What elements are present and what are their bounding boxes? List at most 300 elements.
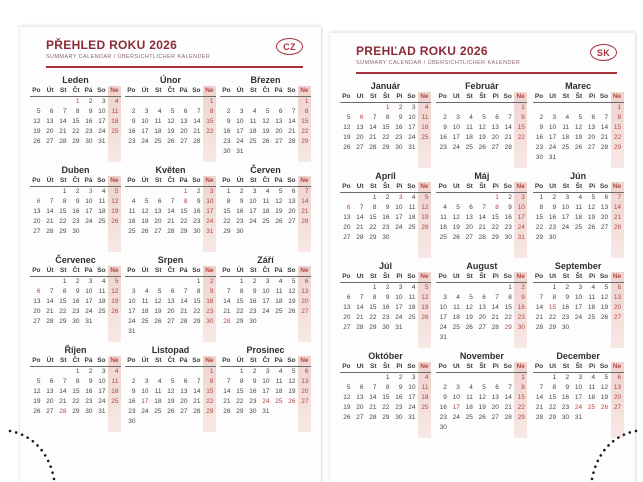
day: 24 — [128, 317, 136, 325]
weekday-header: Pi — [492, 92, 499, 100]
day: 3 — [265, 277, 270, 285]
day: 30 — [223, 147, 231, 155]
day — [533, 283, 546, 293]
day — [449, 243, 462, 253]
day: 28 — [46, 317, 54, 325]
day: 4 — [591, 373, 596, 381]
day: 30 — [382, 323, 390, 331]
day: 18 — [587, 393, 596, 401]
week-row — [220, 417, 311, 427]
day: 7 — [482, 203, 486, 211]
weekday-header: Št — [383, 272, 390, 280]
day: 30 — [72, 317, 80, 325]
day: 6 — [482, 293, 486, 301]
day — [436, 283, 449, 293]
weekday-header: Pá — [179, 176, 188, 184]
day: 12 — [343, 393, 351, 401]
day: 12 — [111, 197, 119, 205]
day: 14 — [46, 297, 54, 305]
day: 15 — [236, 297, 244, 305]
day: 13 — [301, 287, 309, 295]
day: 24 — [517, 223, 525, 231]
day: 3 — [456, 383, 460, 391]
month-name: Máj — [474, 170, 490, 181]
day: 31 — [574, 413, 583, 421]
day: 8 — [62, 287, 67, 295]
day: 14 — [223, 297, 231, 305]
weekday-header-row — [340, 362, 431, 373]
day — [138, 97, 151, 107]
day — [259, 417, 272, 427]
day: 21 — [600, 133, 609, 141]
day — [340, 423, 353, 433]
day: 6 — [170, 287, 175, 295]
week-row — [533, 393, 624, 403]
day: 26 — [421, 313, 429, 321]
day: 28 — [356, 323, 364, 331]
day: 1 — [209, 367, 214, 375]
day: 19 — [167, 397, 175, 405]
day: 5 — [469, 293, 473, 301]
weekday-header: St — [250, 86, 257, 94]
week-row — [533, 383, 624, 393]
day — [164, 147, 177, 157]
day: 23 — [249, 397, 257, 405]
day: 29 — [369, 323, 377, 331]
day — [272, 317, 285, 327]
weekday-header: Čt — [167, 266, 175, 274]
day: 1 — [495, 193, 499, 201]
weekday-header: Po — [127, 176, 136, 184]
day — [501, 373, 514, 383]
day: 7 — [291, 107, 296, 115]
day: 22 — [72, 127, 80, 135]
day: 7 — [372, 383, 377, 391]
day — [353, 333, 366, 343]
day: 8 — [552, 293, 557, 301]
month-jún — [531, 170, 626, 260]
weekday-header: Pá — [179, 266, 188, 274]
day: 6 — [183, 107, 188, 115]
day: 25 — [587, 403, 596, 411]
day: 20 — [343, 313, 351, 321]
day — [559, 423, 572, 433]
day: 1 — [617, 103, 622, 111]
day: 25 — [408, 313, 416, 321]
month-name: Říjen — [64, 344, 87, 355]
weekday-header: Čt — [167, 356, 175, 364]
day: 14 — [613, 203, 622, 211]
day: 21 — [59, 397, 67, 405]
weekday-header: Po — [32, 176, 41, 184]
day: 8 — [508, 293, 512, 301]
day: 9 — [196, 197, 201, 205]
day: 24 — [249, 217, 257, 225]
weekday-header: Ne — [516, 92, 525, 100]
day: 13 — [491, 123, 499, 131]
weekday-header: Št — [479, 182, 486, 190]
week-row — [436, 383, 527, 393]
day — [43, 277, 56, 287]
day: 30 — [236, 227, 244, 235]
weekday-header: Ne — [110, 266, 119, 274]
day — [125, 367, 138, 377]
weekday-header: St — [466, 92, 473, 100]
day: 25 — [111, 127, 119, 135]
weekday-header-row — [30, 266, 121, 277]
month-table — [436, 92, 527, 163]
day — [436, 193, 449, 203]
day: 7 — [183, 287, 188, 295]
day — [233, 237, 246, 247]
day: 5 — [482, 113, 486, 121]
day: 8 — [75, 377, 80, 385]
day: 14 — [356, 303, 364, 311]
week-row — [533, 323, 624, 333]
day — [585, 233, 598, 243]
country-badge-cz: CZ — [276, 38, 303, 55]
day — [488, 373, 501, 383]
day — [272, 327, 285, 337]
day: 28 — [535, 323, 544, 331]
day: 24 — [395, 313, 403, 321]
day — [611, 243, 624, 253]
weekday-header: Po — [222, 266, 231, 274]
day — [151, 187, 164, 197]
day: 12 — [587, 203, 596, 211]
day — [30, 277, 43, 287]
day — [108, 237, 121, 247]
day — [353, 423, 366, 433]
weekday-header: Ne — [420, 272, 429, 280]
weekday-header: St — [60, 266, 67, 274]
weekday-header: Po — [32, 86, 41, 94]
day: 9 — [131, 387, 136, 395]
day: 14 — [535, 393, 544, 401]
day: 16 — [193, 207, 201, 215]
weekday-header: Ne — [612, 272, 622, 280]
day: 17 — [574, 303, 583, 311]
day: 5 — [346, 113, 351, 121]
weekday-header: Čt — [167, 86, 175, 94]
week-row — [30, 237, 121, 247]
weekday-header: St — [155, 266, 162, 274]
day: 28 — [167, 227, 175, 235]
day: 20 — [600, 213, 609, 221]
day: 31 — [128, 327, 136, 335]
week-row — [125, 277, 216, 287]
day: 7 — [170, 197, 175, 205]
day — [151, 327, 164, 337]
day: 26 — [288, 397, 296, 405]
day: 21 — [223, 397, 231, 405]
day: 2 — [398, 103, 403, 111]
week-row — [220, 217, 311, 227]
month-table — [30, 356, 121, 427]
day: 1 — [552, 373, 557, 381]
day: 26 — [343, 413, 351, 421]
day: 20 — [465, 223, 473, 231]
day: 12 — [288, 377, 296, 385]
day — [82, 227, 95, 237]
day: 18 — [111, 117, 119, 125]
day — [108, 147, 121, 157]
day — [43, 327, 56, 337]
day: 7 — [495, 293, 499, 301]
day: 5 — [170, 107, 175, 115]
weekday-header-row — [125, 176, 216, 187]
weekday-header: Pá — [179, 356, 188, 364]
day — [449, 423, 462, 433]
day: 12 — [574, 123, 583, 131]
day: 19 — [587, 213, 596, 221]
day — [546, 243, 559, 253]
weekday-header: Ne — [110, 86, 119, 94]
weekday-header: So — [192, 86, 201, 94]
day — [611, 323, 624, 333]
day — [585, 333, 598, 343]
day: 24 — [548, 143, 557, 151]
weekday-header: Ne — [420, 362, 429, 370]
day: 28 — [535, 413, 544, 421]
day: 28 — [369, 413, 377, 421]
day: 9 — [88, 377, 93, 385]
week-row — [30, 287, 121, 297]
week-row — [30, 367, 121, 377]
day: 4 — [114, 97, 119, 105]
day — [138, 147, 151, 157]
week-row — [30, 327, 121, 337]
day: 2 — [552, 193, 557, 201]
day: 6 — [359, 113, 364, 121]
day: 16 — [128, 127, 136, 135]
day — [598, 413, 611, 423]
week-row — [533, 413, 624, 423]
weekday-header: Pá — [274, 356, 283, 364]
month-name: August — [466, 260, 498, 271]
day: 23 — [382, 313, 390, 321]
day: 3 — [252, 187, 257, 195]
day: 23 — [85, 397, 93, 405]
day: 12 — [167, 117, 175, 125]
country-badge-sk: SK — [590, 44, 617, 61]
day: 17 — [141, 127, 149, 135]
day: 21 — [46, 307, 54, 315]
day: 13 — [343, 303, 351, 311]
day: 18 — [421, 393, 429, 401]
day — [177, 277, 190, 287]
day — [285, 327, 298, 337]
day: 23 — [561, 403, 570, 411]
week-row — [533, 283, 624, 293]
day: 28 — [223, 317, 231, 325]
day: 28 — [504, 413, 512, 421]
day: 6 — [304, 277, 309, 285]
week-row — [30, 407, 121, 417]
day: 11 — [98, 197, 106, 205]
day — [462, 423, 475, 433]
day — [190, 97, 203, 107]
day: 23 — [85, 127, 93, 135]
day — [462, 283, 475, 293]
day — [488, 423, 501, 433]
day — [108, 407, 121, 417]
day: 7 — [226, 287, 231, 295]
day — [108, 417, 121, 427]
day — [190, 327, 203, 337]
day: 27 — [587, 143, 596, 151]
day: 1 — [239, 277, 244, 285]
day: 1 — [539, 193, 544, 201]
weekday-header: Št — [575, 182, 583, 190]
day: 10 — [452, 123, 460, 131]
weekday-header: Ne — [420, 182, 429, 190]
day: 30 — [128, 417, 136, 425]
day: 9 — [209, 287, 214, 295]
day: 15 — [548, 303, 557, 311]
day: 31 — [98, 137, 106, 145]
weekday-header: Ne — [612, 362, 622, 370]
day — [233, 417, 246, 427]
day: 14 — [369, 123, 377, 131]
weekday-header: Ut — [549, 182, 557, 190]
week-row — [220, 407, 311, 417]
day: 24 — [85, 307, 93, 315]
day: 11 — [466, 393, 473, 401]
day: 26 — [452, 233, 460, 241]
day — [125, 97, 138, 107]
day: 12 — [154, 297, 162, 305]
day — [340, 103, 353, 113]
day: 2 — [252, 367, 257, 375]
day — [95, 417, 108, 427]
day: 2 — [75, 277, 80, 285]
day: 9 — [385, 203, 390, 211]
week-row — [125, 377, 216, 387]
day: 17 — [561, 213, 570, 221]
weekday-header: Št — [479, 362, 486, 370]
day — [108, 317, 121, 327]
day — [379, 333, 392, 343]
month-červen — [218, 164, 313, 254]
day: 8 — [539, 203, 544, 211]
day: 22 — [613, 133, 622, 141]
weekday-header: Ut — [452, 92, 460, 100]
day: 7 — [304, 187, 309, 195]
day: 1 — [226, 187, 231, 195]
day — [56, 327, 69, 337]
day: 24 — [452, 143, 460, 151]
day — [475, 423, 488, 433]
week-row — [436, 113, 527, 123]
day: 4 — [443, 203, 447, 211]
weekday-header: Pi — [396, 182, 403, 190]
weekday-header: Po — [222, 356, 231, 364]
weekday-header: Št — [383, 362, 390, 370]
day: 13 — [356, 123, 364, 131]
day: 2 — [565, 373, 570, 381]
day: 25 — [262, 217, 270, 225]
day: 19 — [288, 387, 296, 395]
day: 14 — [491, 303, 499, 311]
day: 14 — [167, 207, 175, 215]
day: 15 — [382, 393, 390, 401]
week-row — [340, 193, 431, 203]
week-row — [125, 207, 216, 217]
weekday-header: Ut — [356, 362, 364, 370]
day: 25 — [574, 223, 583, 231]
weekday-header: Pi — [589, 362, 596, 370]
weekday-header: So — [97, 176, 106, 184]
day — [533, 373, 546, 383]
day: 13 — [587, 123, 596, 131]
weekday-header: St — [370, 182, 377, 190]
weekday-header: Pi — [589, 182, 596, 190]
day: 9 — [252, 287, 257, 295]
day: 10 — [206, 197, 214, 205]
month-table — [30, 176, 121, 247]
weekday-header-row — [220, 356, 311, 367]
day: 1 — [209, 97, 214, 105]
day: 12 — [600, 293, 609, 301]
day: 9 — [398, 383, 403, 391]
week-row — [30, 397, 121, 407]
day: 23 — [193, 217, 201, 225]
day — [340, 283, 353, 293]
day: 27 — [465, 233, 473, 241]
day: 20 — [478, 313, 486, 321]
weekday-header: Po — [534, 272, 544, 280]
week-row — [125, 107, 216, 117]
month-table — [220, 356, 311, 427]
page-title: PŘEHLED ROKU 2026 — [46, 38, 178, 52]
day: 11 — [111, 107, 119, 115]
week-row — [533, 313, 624, 323]
day: 29 — [193, 317, 201, 325]
day — [533, 243, 546, 253]
day: 1 — [304, 97, 309, 105]
day: 14 — [193, 387, 201, 395]
day: 30 — [535, 153, 544, 161]
day: 13 — [33, 207, 41, 215]
week-row — [125, 137, 216, 147]
day: 8 — [62, 197, 67, 205]
week-row — [533, 293, 624, 303]
day: 21 — [478, 223, 486, 231]
day: 13 — [33, 297, 41, 305]
day — [585, 103, 598, 113]
day: 4 — [565, 113, 570, 121]
week-row — [30, 217, 121, 227]
day — [340, 153, 353, 163]
day — [43, 97, 56, 107]
day: 27 — [491, 413, 499, 421]
day: 23 — [128, 407, 136, 415]
day: 6 — [183, 377, 188, 385]
weekday-header: Po — [342, 362, 351, 370]
weekday-header: Ut — [549, 272, 557, 280]
day — [259, 327, 272, 337]
month-name: Jún — [570, 170, 587, 181]
day: 4 — [101, 277, 106, 285]
day: 11 — [275, 377, 283, 385]
week-row — [30, 317, 121, 327]
day: 23 — [395, 133, 403, 141]
day — [475, 153, 488, 163]
weekday-header-row — [436, 182, 527, 193]
day: 10 — [561, 203, 570, 211]
weekday-header: So — [599, 362, 609, 370]
